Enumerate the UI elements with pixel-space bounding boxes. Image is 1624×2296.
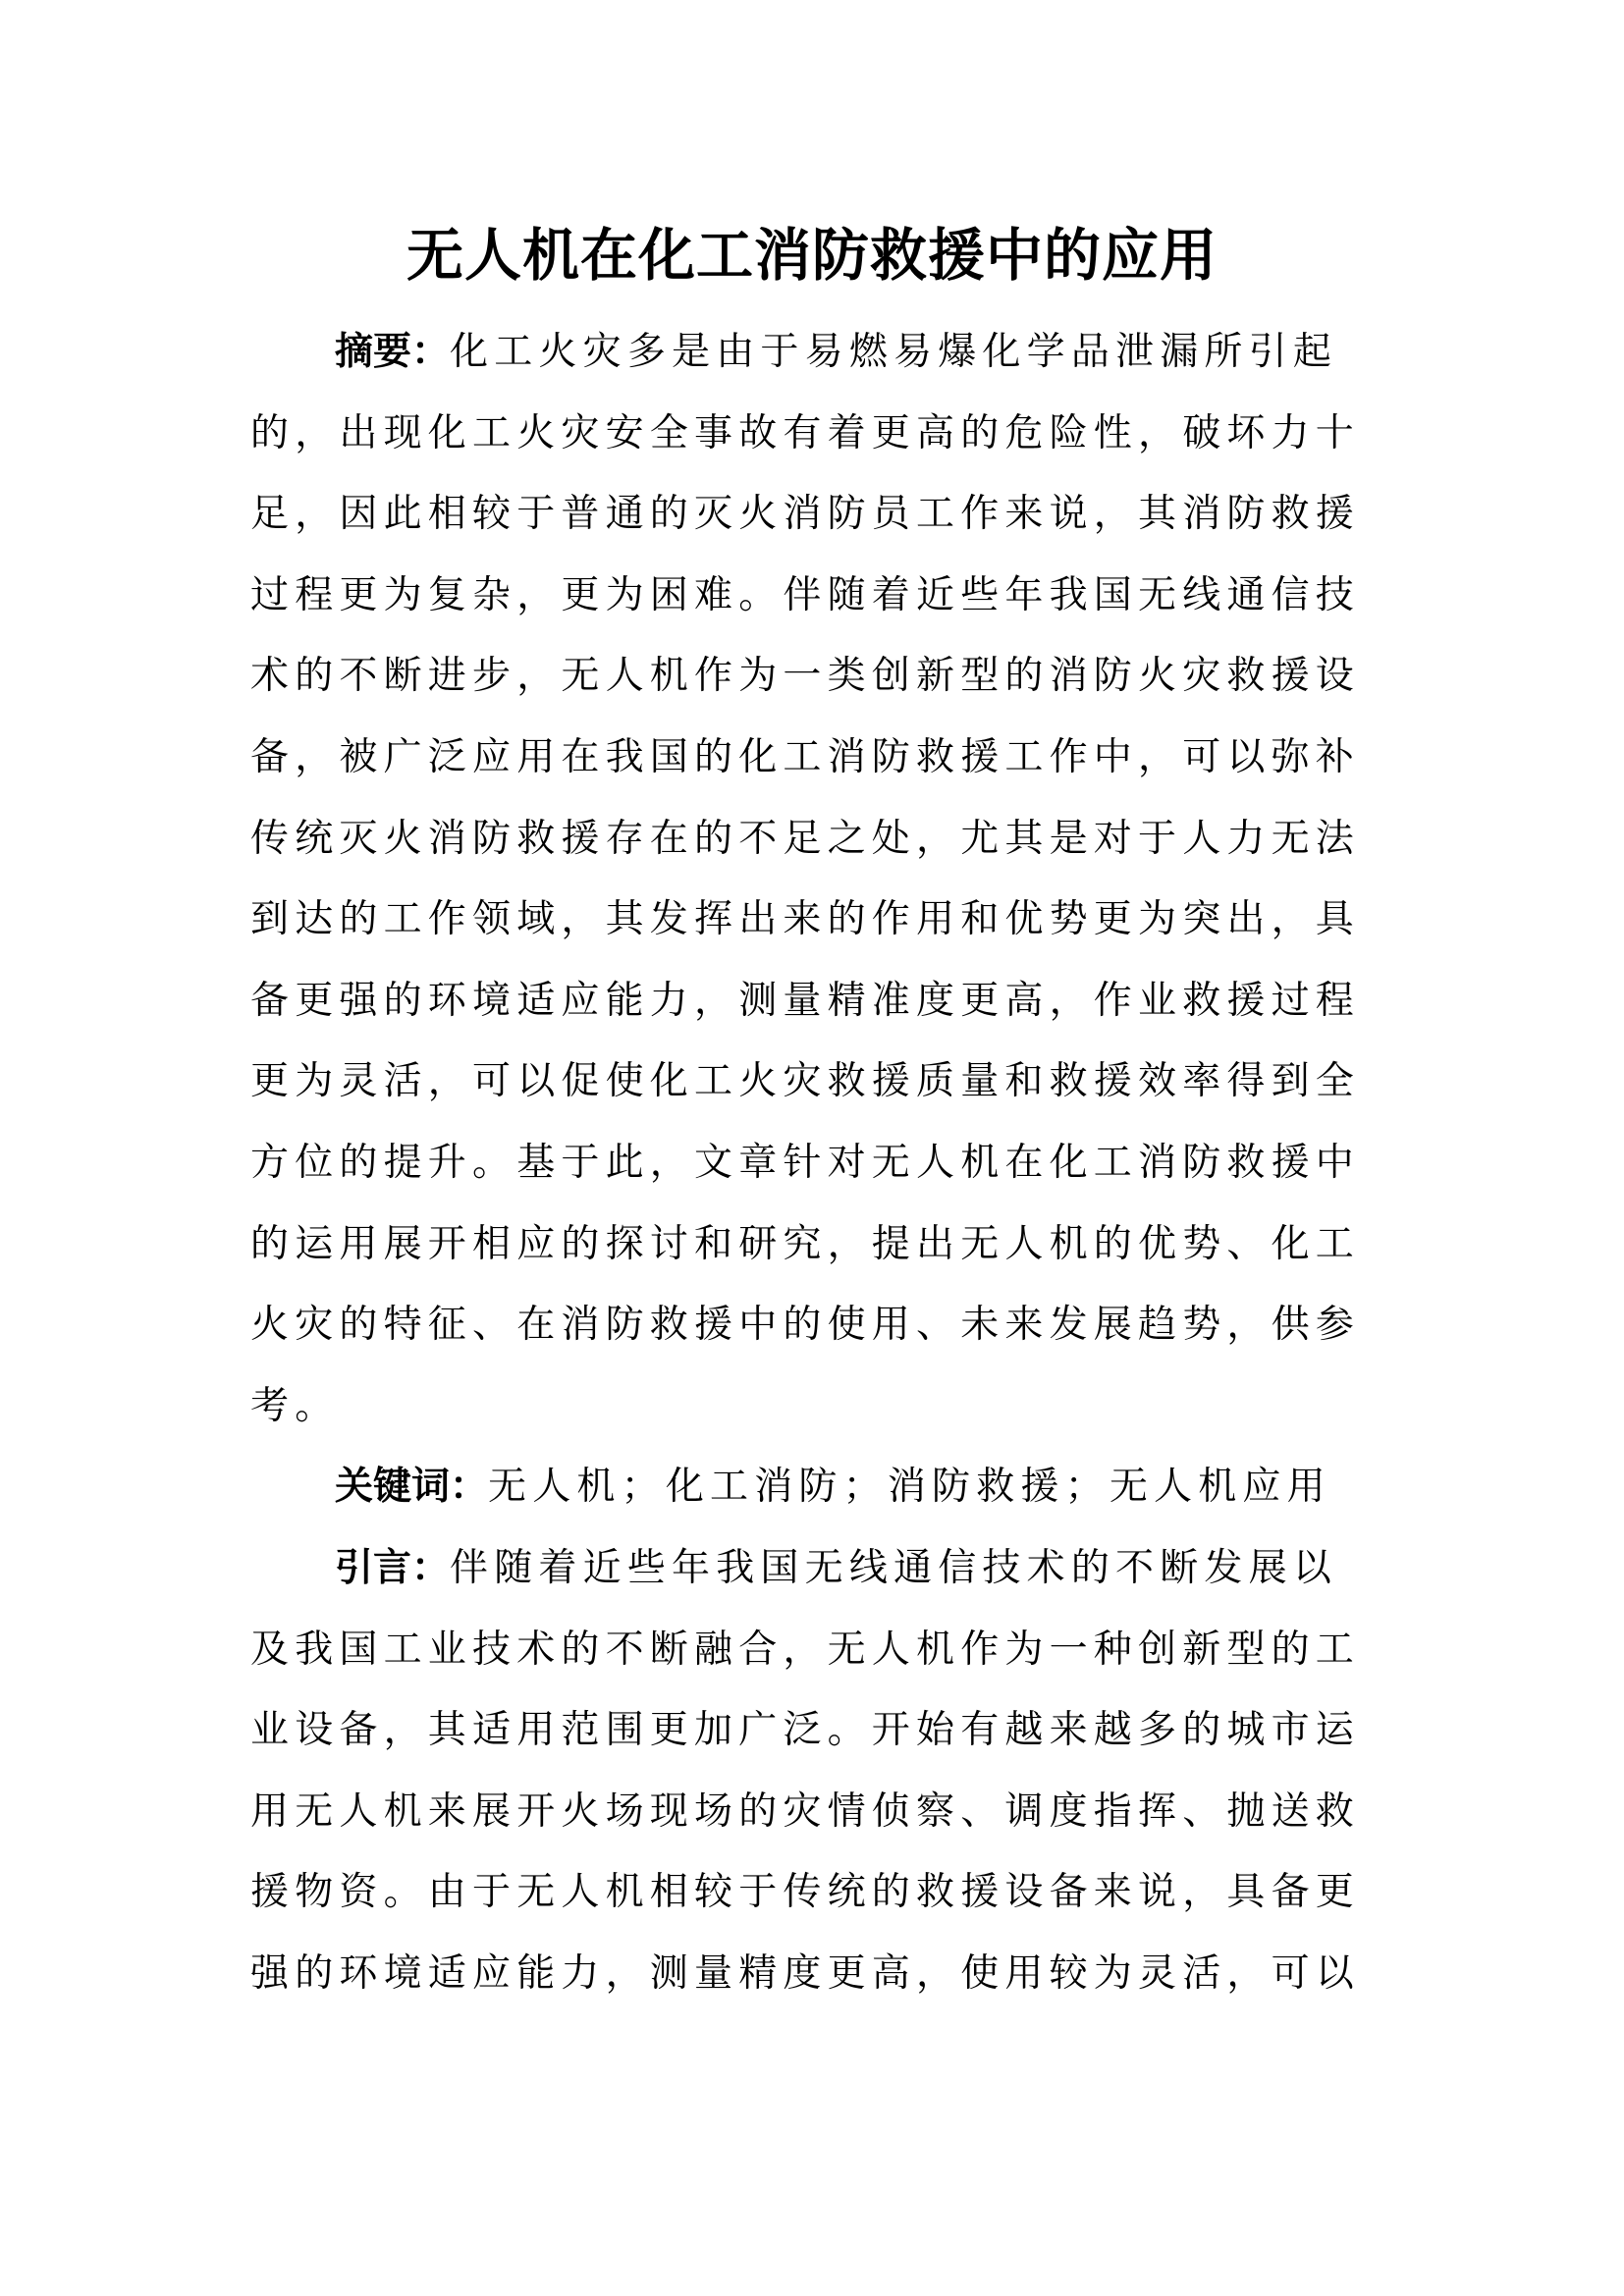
- introduction-line: 用无人机来展开火场现场的灾情侦察、调度指挥、抛送救: [250, 1789, 1361, 1834]
- abstract-line: 考。: [250, 1383, 340, 1428]
- introduction-continuation: [250, 1610, 1361, 2015]
- introduction-line: 强的环境适应能力，测量精度更高，使用较为灵活，可以: [250, 1950, 1361, 1996]
- abstract-line: 火灾的特征、在消防救援中的使用、未来发展趋势，供参: [250, 1303, 1361, 1348]
- keywords-line: [250, 1447, 1340, 1528]
- document-body: [250, 312, 1361, 2014]
- abstract-line: 方位的提升。基于此，文章针对无人机在化工消防救援中: [250, 1140, 1361, 1185]
- introduction-label: 引言：: [335, 1545, 451, 1590]
- abstract-line: 足，因此相较于普通的灭火消防员工作来说，其消防救援: [250, 492, 1361, 537]
- abstract-line: 备更强的环境适应能力，测量精准度更高，作业救援过程: [250, 978, 1361, 1023]
- keywords-paragraph: [250, 1447, 1340, 1528]
- keywords-label: 关键词：: [335, 1465, 489, 1510]
- abstract-line: 过程更为复杂，更为困难。伴随着近些年我国无线通信技: [250, 572, 1361, 617]
- introduction-line: 业设备，其适用范围更加广泛。开始有越来越多的城市运: [250, 1708, 1361, 1753]
- introduction-paragraph: [250, 1528, 1340, 1610]
- abstract-continuation: [250, 394, 1361, 1448]
- abstract-line: 的运用展开相应的探讨和研究，提出无人机的优势、化工: [250, 1221, 1361, 1266]
- abstract-paragraph: [250, 312, 1340, 394]
- abstract-line: 术的不断进步，无人机作为一类创新型的消防火灾救援设: [250, 654, 1361, 699]
- abstract-line-first: [250, 312, 1340, 394]
- abstract-line: 传统灭火消防救援存在的不足之处，尤其是对于人力无法: [250, 816, 1361, 861]
- abstract-line: 备，被广泛应用在我国的化工消防救援工作中，可以弥补: [250, 734, 1361, 779]
- document-title: 无人机在化工消防救援中的应用: [406, 222, 1218, 289]
- abstract-text: 化工火灾多是由于易燃易爆化学品泄漏所引起: [450, 330, 1338, 374]
- abstract-label: 摘要：: [335, 330, 451, 374]
- abstract-line: 的，出现化工火灾安全事故有着更高的危险性，破坏力十: [250, 410, 1361, 455]
- introduction-line-first: [250, 1528, 1340, 1610]
- introduction-line: 援物资。由于无人机相较于传统的救援设备来说，具备更: [250, 1870, 1361, 1915]
- introduction-text: 伴随着近些年我国无线通信技术的不断发展以: [450, 1545, 1338, 1590]
- abstract-line: 更为灵活，可以促使化工火灾救援质量和救援效率得到全: [250, 1059, 1361, 1104]
- introduction-line: 及我国工业技术的不断融合，无人机作为一种创新型的工: [250, 1627, 1361, 1672]
- keywords-text: 无人机；化工消防；消防救援；无人机应用: [488, 1465, 1331, 1510]
- abstract-line: 到达的工作领域，其发挥出来的作用和优势更为突出，具: [250, 897, 1361, 942]
